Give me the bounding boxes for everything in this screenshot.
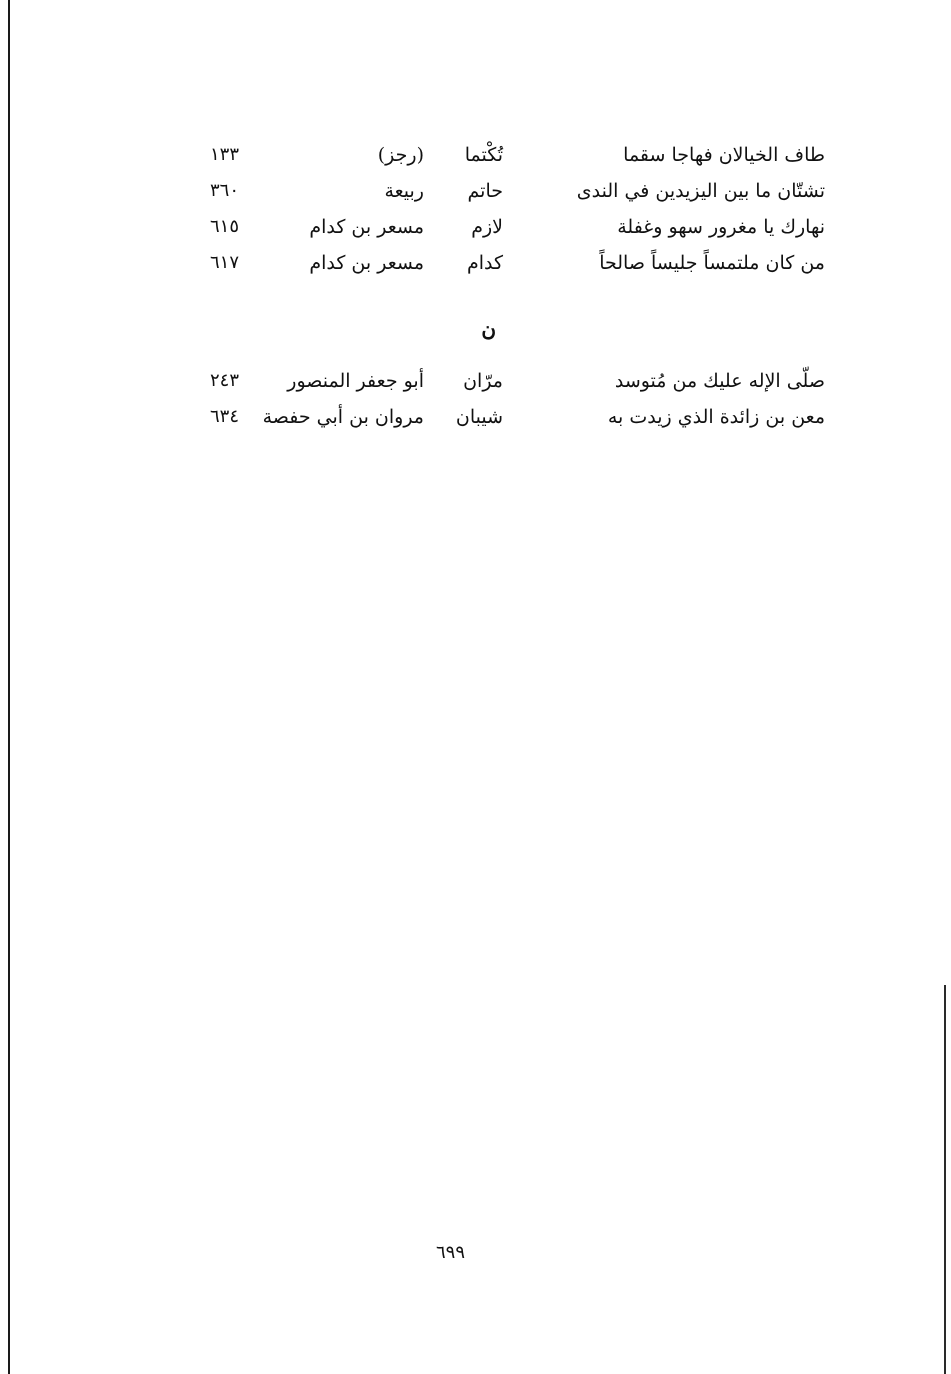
verse-text: من كان ملتمساً جليساً صالحاً (599, 252, 825, 274)
poet-name: أبو جعفر المنصور (287, 370, 424, 392)
rhyme-word: لازم (471, 216, 503, 238)
verse-text: نهارك يا مغرور سهو وغفلة (617, 216, 825, 238)
verse-text: صلّى الإله عليك من مُتوسد (614, 370, 825, 392)
verse-text: تشتّان ما بين اليزيدين في الندى (576, 180, 825, 202)
index-row (0, 212, 951, 250)
page-number-footer (0, 1240, 951, 1266)
index-row (0, 366, 951, 404)
page-reference: ٦٣٤ (209, 406, 239, 427)
poet-name: مسعر بن كدام (309, 216, 424, 238)
rhyme-word: حاتم (467, 180, 503, 202)
index-row (0, 140, 951, 178)
rhyme-word: مرّان (463, 370, 503, 392)
rhyme-word: كدام (466, 252, 503, 274)
index-row (0, 248, 951, 286)
rhyme-word: شيبان (455, 406, 503, 428)
poet-name: (رجز) (377, 144, 424, 166)
page-reference: ٢٤٣ (209, 370, 239, 391)
poet-name: مسعر بن كدام (309, 252, 424, 274)
index-row (0, 402, 951, 440)
verse-text: طاف الخيالان فهاجا سقما (623, 144, 825, 166)
poet-name: ربيعة (384, 180, 424, 202)
section-letter: ن (481, 317, 496, 341)
poet-name: مروان بن أبي حفصة (262, 406, 424, 428)
page-number: ٦٩٩ (435, 1242, 465, 1263)
page-reference: ٦١٥ (209, 216, 239, 237)
scan-edge-right (944, 985, 946, 1374)
page-reference: ١٣٣ (209, 144, 239, 165)
index-row (0, 176, 951, 214)
verse-text: معن بن زائدة الذي زيدت به (607, 406, 825, 428)
page-reference: ٣٦٠ (209, 180, 239, 201)
page-reference: ٦١٧ (209, 252, 239, 273)
rhyme-word: تُكْتما (464, 144, 503, 166)
